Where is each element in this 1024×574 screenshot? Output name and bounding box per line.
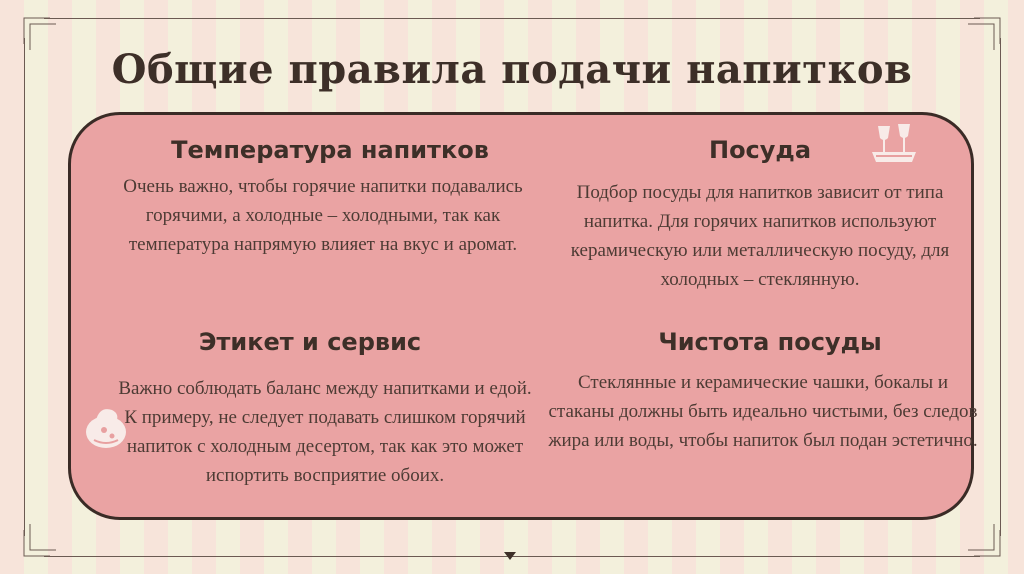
frame-left-line: [24, 38, 25, 536]
down-arrow-icon[interactable]: [504, 552, 516, 560]
section-text-dishware: Подбор посуды для напитков зависит от типа напитка. Для горячих напитков используют керамическую или металлическую посуду, для холодных – стеклянную.: [570, 182, 950, 290]
dessert-icon: [82, 400, 130, 452]
glasses-icon: [868, 120, 920, 168]
section-heading-cleanliness: Чистота посуды: [658, 328, 882, 356]
frame-right-line: [1000, 38, 1001, 536]
frame-corner-bottom-left: [20, 518, 62, 560]
section-heading-temperature: Температура напитков: [171, 136, 489, 164]
frame-corner-bottom-right: [962, 518, 1004, 560]
section-heading-dishware: Посуда: [708, 136, 812, 164]
section-text-etiquette: Важно соблюдать баланс между напитками и едой. К примеру, не следует подавать слишком горячий напиток с холодным десертом, так как это может испортить восприятие обоих.: [118, 378, 532, 486]
section-heading-etiquette: Этикет и сервис: [198, 328, 422, 356]
frame-top-line: [44, 18, 980, 19]
section-text-cleanliness: Стеклянные и керамические чашки, бокалы и стаканы должны быть идеально чистыми, без следов жира или воды, чтобы напиток был подан эстетично.: [548, 372, 978, 451]
section-text-temperature: Очень важно, чтобы горячие напитки подавались горячими, а холодные – холодными, так как температура напрямую влияет на вкус и аромат.: [123, 176, 523, 255]
slide-title: Общие правила подачи напитков: [111, 46, 913, 93]
